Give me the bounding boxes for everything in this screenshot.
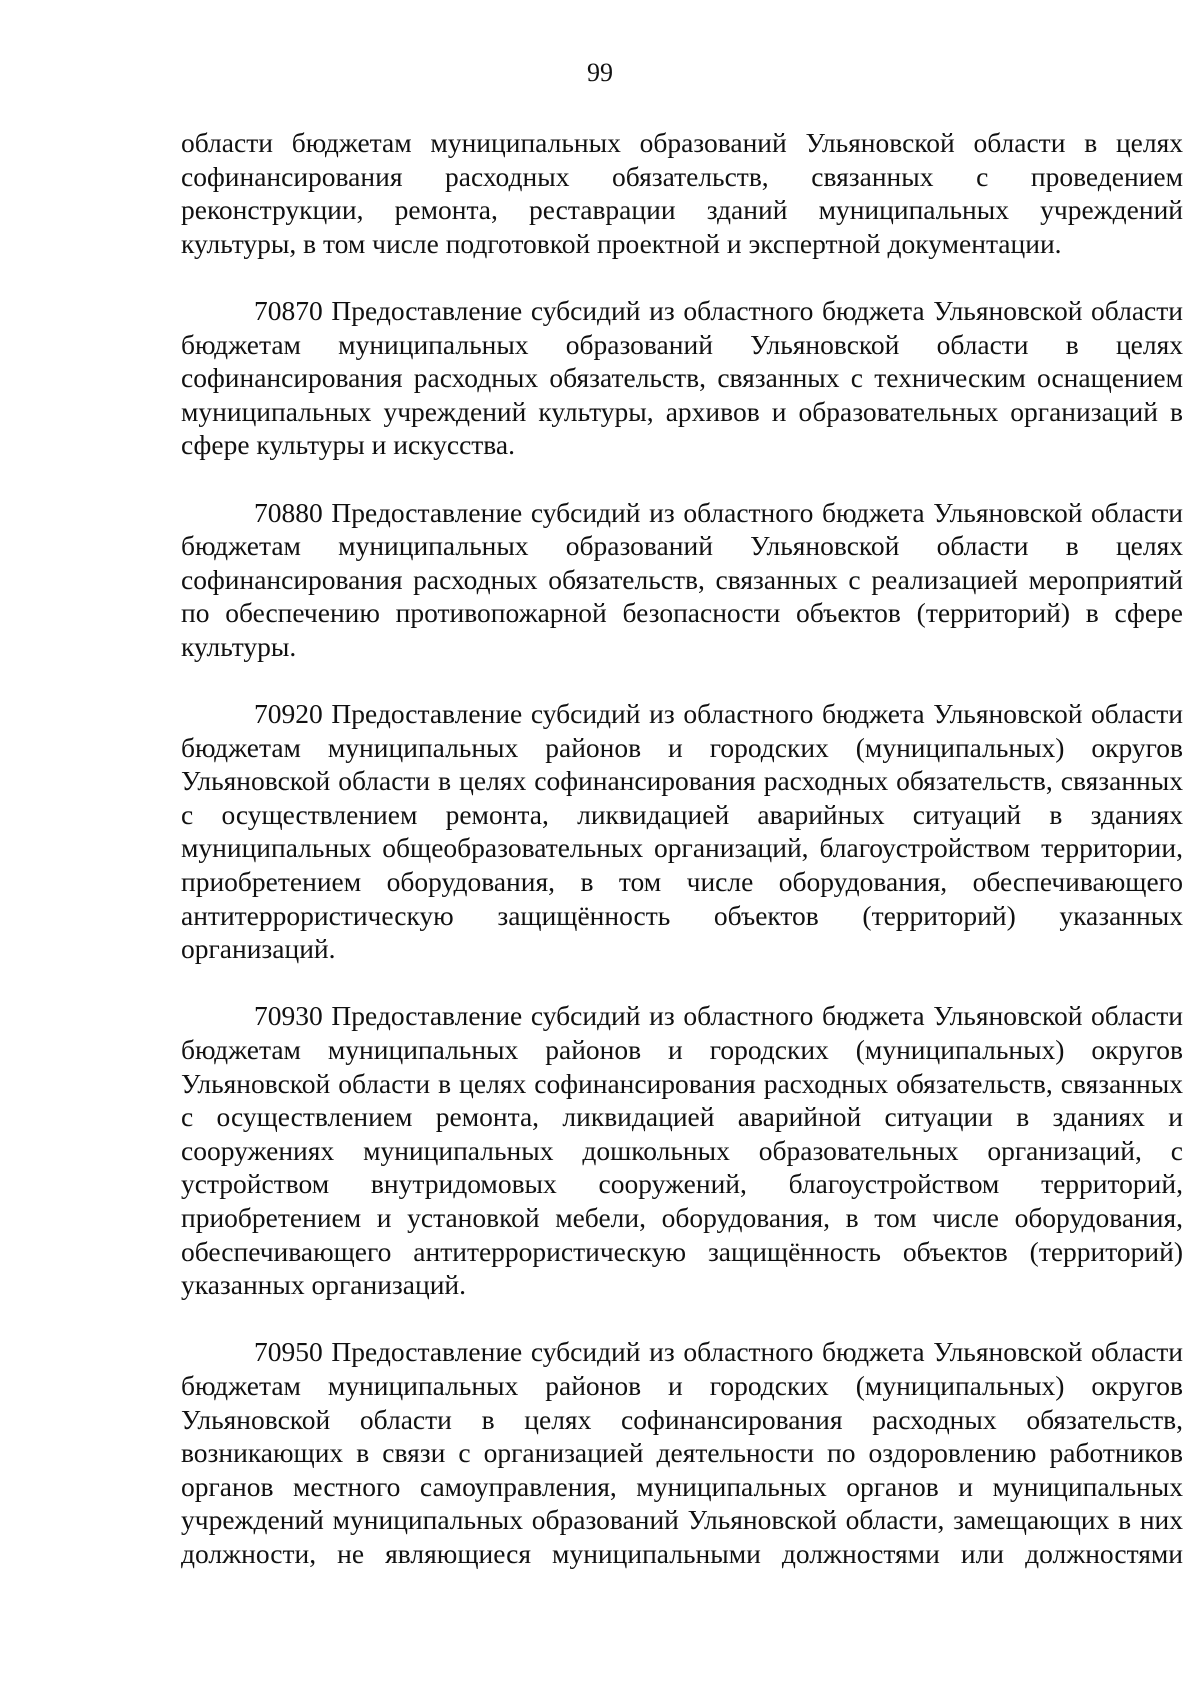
paragraph-70950: 70950 Предоставление субсидий из областного бюджета Ульяновской области бюджетам муниципальных районов и городских (муниципальных) округов Ульяновской области в целях софинансирования расходных обязательств, возникающих в связи с организацией деятельности по оздоровлению работников органов местного самоуправления, муниципальных органов и муниципальных учреждений муниципальных образований Ульяновской области, замещающих в них должности, не являющиеся муниципальными должностями или должностями: [181, 1336, 1183, 1569]
paragraph-70880: 70880 Предоставление субсидий из областного бюджета Ульяновской области бюджетам муниципальных образований Ульяновской области в целях софинансирования расходных обязательств, связанных с реализацией мероприятий по обеспечению противопожарной безопасности объектов (территорий) в сфере культуры.: [181, 496, 1183, 662]
page-number: 99: [587, 58, 613, 87]
paragraph-continuation: области бюджетам муниципальных образований Ульяновской области в целях софинансирования расходных обязательств, связанных с проведением реконструкции, ремонта, реставрации зданий муниципальных учреждений культуры, в том числе подготовкой проектной и экспертной документации.: [181, 127, 1183, 259]
paragraph-70930: 70930 Предоставление субсидий из областного бюджета Ульяновской области бюджетам муниципальных районов и городских (муниципальных) округов Ульяновской области в целях софинансирования расходных обязательств, связанных с осуществлением ремонта, ликвидацией аварийной ситуации в зданиях и сооружениях муниципальных дошкольных образовательных организаций, с устройством внутридомовых сооружений, благоустройством территорий, приобретением и установкой мебели, оборудования, в том числе оборудования, обеспечивающего антитеррористическую защищённость объектов (территорий) указанных организаций.: [181, 1000, 1183, 1301]
paragraph-70920: 70920 Предоставление субсидий из областного бюджета Ульяновской области бюджетам муниципальных районов и городских (муниципальных) округов Ульяновской области в целях софинансирования расходных обязательств, связанных с осуществлением ремонта, ликвидацией аварийных ситуаций в зданиях муниципальных общеобразовательных организаций, благоустройством территории, приобретением оборудования, в том числе оборудования, обеспечивающего антитеррористическую защищённость объектов (территорий) указанных организаций.: [181, 698, 1183, 965]
document-body: [181, 126, 1183, 1571]
paragraph-70870: 70870 Предоставление субсидий из областного бюджета Ульяновской области бюджетам муниципальных образований Ульяновской области в целях софинансирования расходных обязательств, связанных с техническим оснащением муниципальных учреждений культуры, архивов и образовательных организаций в сфере культуры и искусства.: [181, 294, 1183, 461]
